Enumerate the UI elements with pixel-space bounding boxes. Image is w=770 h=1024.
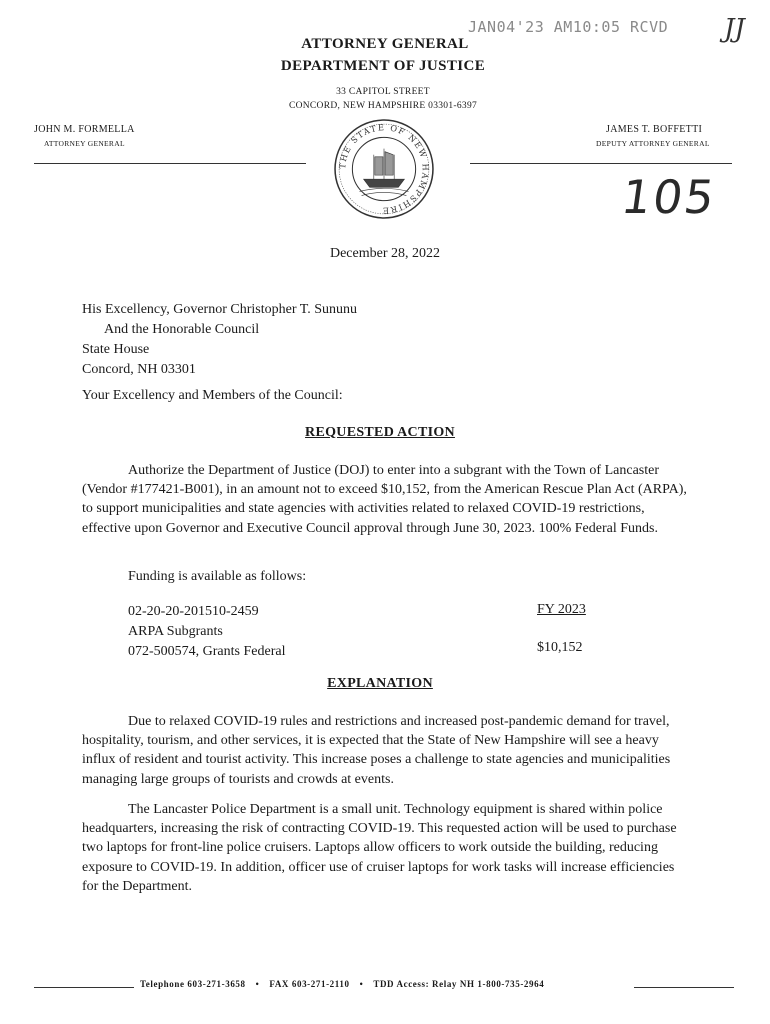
funding-account-line: 02-20-20-201510-2459 — [128, 604, 259, 619]
funding-account-line: 072-500574, Grants Federal — [128, 644, 286, 659]
letterhead-department: DEPARTMENT OF JUSTICE — [280, 58, 486, 74]
deputy-attorney-general-name: JAMES T. BOFFETTI — [606, 124, 703, 135]
explanation-heading: EXPLANATION — [327, 676, 433, 691]
handwritten-item-number: 105 — [618, 170, 720, 224]
attorney-general-name: JOHN M. FORMELLA — [34, 124, 135, 135]
explanation-paragraph-2 — [82, 800, 688, 896]
addressee-line: And the Honorable Council — [104, 322, 260, 337]
salutation: Your Excellency and Members of the Council: — [82, 388, 343, 403]
letterhead-city: CONCORD, NEW HAMPSHIRE 03301-6397 — [288, 101, 478, 111]
addressee-block — [82, 300, 357, 380]
funding-account-block — [128, 602, 285, 662]
seal-text: THE STATE OF NEW HAMPSHIRE — [337, 122, 431, 216]
footer-fax: FAX 603-271-2110 — [269, 979, 350, 989]
letterhead-rule-right — [470, 163, 732, 164]
footer-rule-right — [634, 987, 734, 988]
funding-intro: Funding is available as follows: — [128, 569, 307, 584]
received-stamp: JAN04'23 AM10:05 RCVD — [468, 18, 669, 36]
requested-action-heading: REQUESTED ACTION — [305, 425, 455, 440]
footer-tdd: TDD Access: Relay NH 1-800-735-2964 — [373, 979, 545, 989]
explanation-paragraph-1 — [82, 712, 688, 789]
addressee-line: Concord, NH 03301 — [82, 362, 196, 377]
handwritten-initials: JJ — [724, 14, 745, 44]
letterhead-street: 33 CAPITOL STREET — [336, 87, 430, 97]
deputy-attorney-general-title: DEPUTY ATTORNEY GENERAL — [596, 139, 710, 148]
addressee-line: State House — [82, 342, 150, 357]
footer-rule-left — [34, 987, 134, 988]
letter-date: December 28, 2022 — [329, 246, 441, 261]
footer-separator: • — [255, 979, 260, 989]
funding-fiscal-year: FY 2023 — [537, 602, 586, 617]
letterhead-office: ATTORNEY GENERAL — [301, 36, 469, 52]
letterhead-rule-left — [34, 163, 306, 164]
attorney-general-title: ATTORNEY GENERAL — [44, 139, 125, 148]
requested-action-paragraph — [82, 461, 688, 538]
explanation-text: The Lancaster Police Department is a small unit. Technology equipment is shared within police headquarters, increasing the risk of contracting COVID-19. This requested action will be used to purchase two laptops for front-line police cruisers. Laptops allow officers to work outside the building, reducing exposure to COVID-19. In addition, officer use of cruiser laptops for work tasks will increase efficiencies for the Department. — [82, 802, 677, 894]
state-seal-icon — [333, 118, 435, 220]
requested-action-text: Authorize the Department of Justice (DOJ) to enter into a subgrant with the Town of Lancaster (Vendor #177421-B001), in an amount not to exceed $10,152, from the American Rescue Plan Act (ARPA), to support municipalities and state agencies with activities related to relaxed COVID-19 restrictions, effective upon Governor and Executive Council approval through June 30, 2023. 100% Federal Funds. — [82, 463, 687, 536]
footer-separator: • — [359, 979, 364, 989]
footer-telephone: Telephone 603-271-3658 — [140, 979, 246, 989]
funding-account-line: ARPA Subgrants — [128, 624, 223, 639]
footer-contact — [140, 979, 544, 989]
funding-amount: $10,152 — [537, 640, 583, 655]
addressee-line: His Excellency, Governor Christopher T. Sununu — [82, 302, 358, 317]
explanation-text: Due to relaxed COVID-19 rules and restrictions and increased post-pandemic demand for travel, hospitality, tourism, and other services, it is expected that the State of New Hampshire will see a heavy influx of resident and tourist activity. This increase poses a challenge to state agencies and municipalities managing large groups of tourists and crowds at events. — [82, 714, 671, 787]
